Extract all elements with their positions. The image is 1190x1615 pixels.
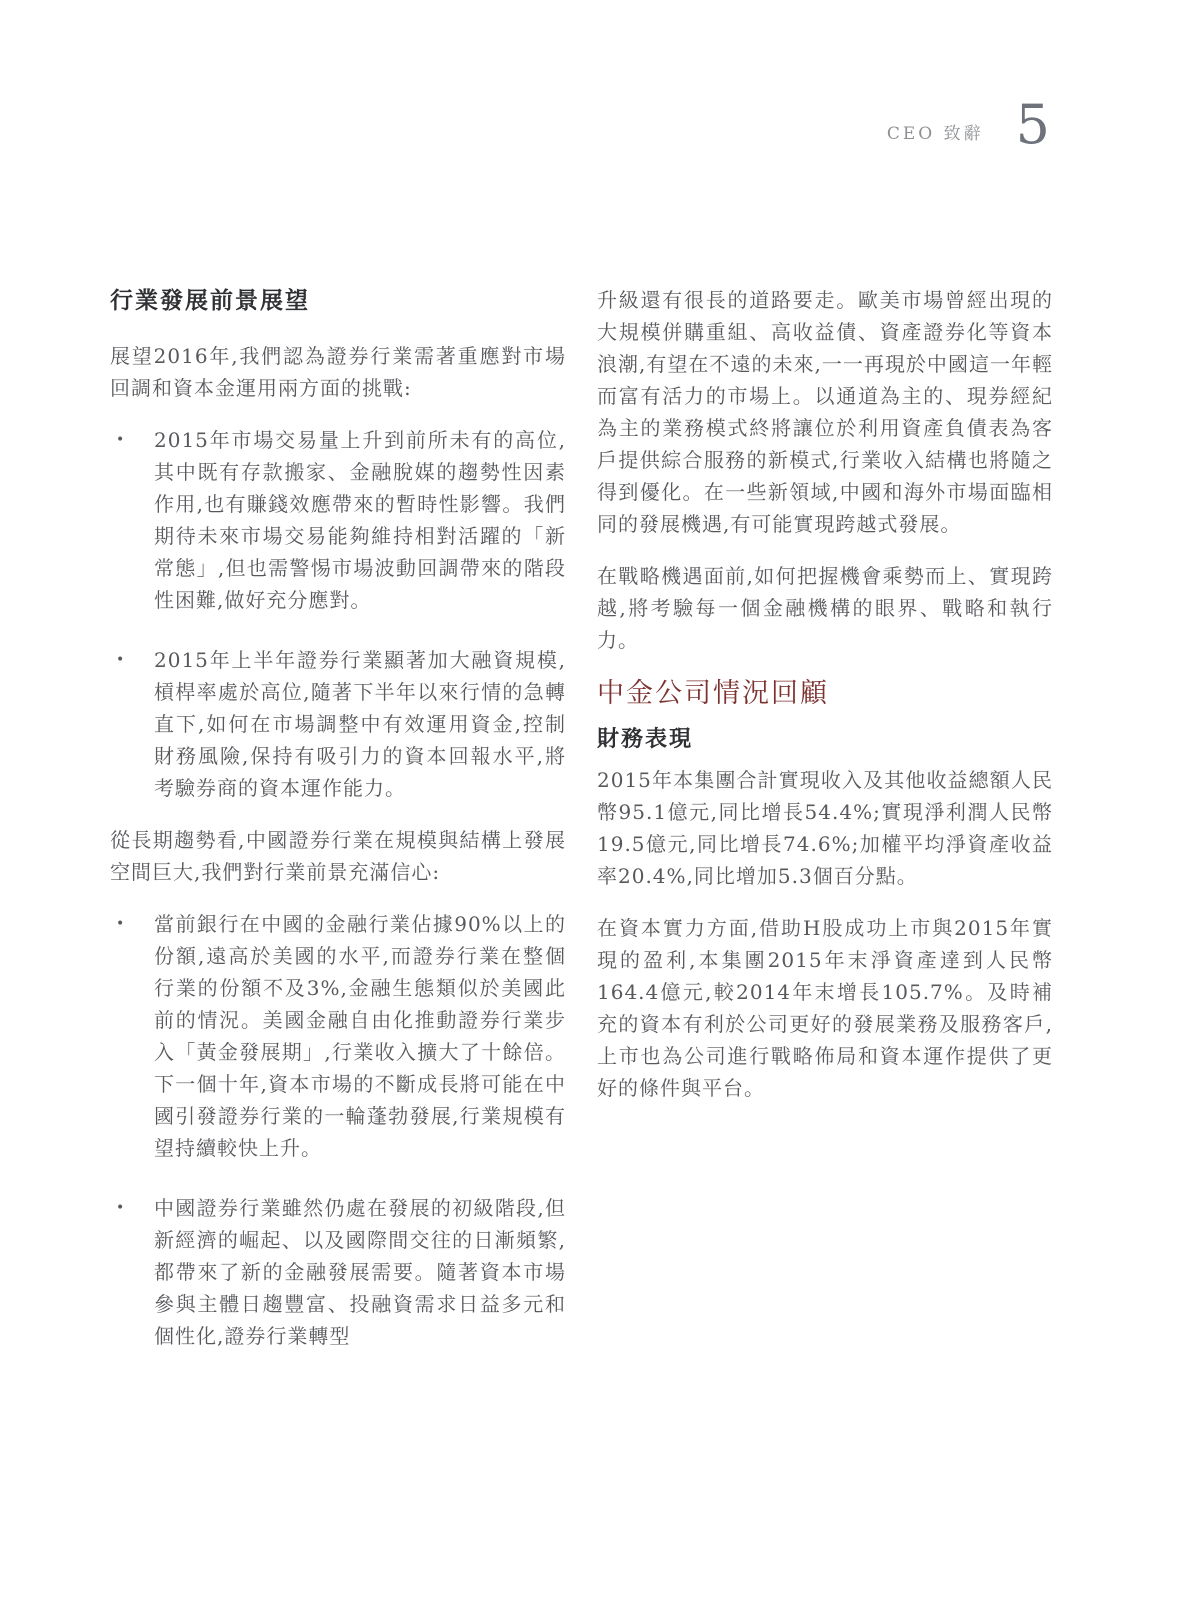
bullet-item xyxy=(110,1192,566,1352)
bullet-marker-icon: • xyxy=(116,652,126,668)
confidence-bullet-list xyxy=(110,908,566,1352)
financial-performance-heading: 財務表現 xyxy=(597,726,694,752)
bullet-item xyxy=(110,424,566,616)
content-columns xyxy=(110,284,1053,1372)
cicc-review-heading: 中金公司情況回顧 xyxy=(597,678,829,709)
industry-outlook-heading: 行業發展前景展望 xyxy=(110,287,310,314)
bullet-text-trading-volume: 2015年市場交易量上升到前所未有的高位,其中既有存款搬家、金融脫媒的趨勢性因素作用,也有賺錢效應帶來的暫時性影響。我們期待未來市場交易能夠維持相對活躍的「新常態」,但也需警惕市場波動回調帶來的階段性困難,做好充分應對。 xyxy=(154,428,566,612)
capital-strength-paragraph: 在資本實力方面,借助H股成功上市與2015年實現的盈利,本集團2015年末淨資產達到人民幣164.4億元,較2014年末增長105.7%。及時補充的資本有利於公司更好的發展業務及服務客戶,上市也為公司進行戰略佈局和資本運作提供了更好的條件與平台。 xyxy=(597,916,1053,1100)
right-column xyxy=(597,284,1053,1372)
challenges-bullet-list xyxy=(110,424,566,804)
bullet-marker-icon: • xyxy=(116,1200,126,1216)
bullet-marker-icon: • xyxy=(116,916,126,932)
section-label: CEO 致辭 xyxy=(886,124,984,144)
financial-results-paragraph: 2015年本集團合計實現收入及其他收益總額人民幣95.1億元,同比增長54.4%;實現淨利潤人民幣19.5億元,同比增長74.6%;加權平均淨資產收益率20.4%,同比增加5.3個百分點。 xyxy=(597,768,1053,888)
page-header xyxy=(886,93,1050,156)
outlook-intro-paragraph: 展望2016年,我們認為證券行業需著重應對市場回調和資本金運用兩方面的挑戰: xyxy=(110,344,566,400)
bullet-text-leverage: 2015年上半年證券行業顯著加大融資規模,槓桿率處於高位,隨著下半年以來行情的急轉直下,如何在市場調整中有效運用資金,控制財務風險,保持有吸引力的資本回報水平,將考驗券商的資本運作能力。 xyxy=(154,648,566,800)
strategy-paragraph: 在戰略機遇面前,如何把握機會乘勢而上、實現跨越,將考驗每一個金融機構的眼界、戰略和執行力。 xyxy=(597,564,1053,652)
long-term-trend-paragraph: 從長期趨勢看,中國證券行業在規模與結構上發展空間巨大,我們對行業前景充滿信心: xyxy=(110,828,566,884)
page-number: 5 xyxy=(1015,93,1050,156)
left-column xyxy=(110,284,566,1372)
continuation-paragraph: 升級還有很長的道路要走。歐美市場曾經出現的大規模併購重組、高收益債、資產證券化等資本浪潮,有望在不遠的未來,一一再現於中國這一年輕而富有活力的市場上。以通道為主的、現券經紀為主的業務模式終將讓位於利用資產負債表為客戶提供綜合服務的新模式,行業收入結構也將隨之得到優化。在一些新領域,中國和海外市場面臨相同的發展機遇,有可能實現跨越式發展。 xyxy=(597,288,1053,536)
bullet-item xyxy=(110,908,566,1164)
bullet-text-new-economy: 中國證券行業雖然仍處在發展的初級階段,但新經濟的崛起、以及國際間交往的日漸頻繁,都帶來了新的金融發展需要。隨著資本市場參與主體日趨豐富、投融資需求日益多元和個性化,證券行業轉型 xyxy=(154,1196,566,1348)
bullet-text-market-share: 當前銀行在中國的金融行業佔據90%以上的份額,遠高於美國的水平,而證券行業在整個行業的份額不及3%,金融生態類似於美國此前的情況。美國金融自由化推動證券行業步入「黃金發展期」,行業收入擴大了十餘倍。下一個十年,資本市場的不斷成長將可能在中國引發證券行業的一輪蓬勃發展,行業規模有望持續較快上升。 xyxy=(154,912,566,1160)
bullet-marker-icon: • xyxy=(116,432,126,448)
bullet-item xyxy=(110,644,566,804)
